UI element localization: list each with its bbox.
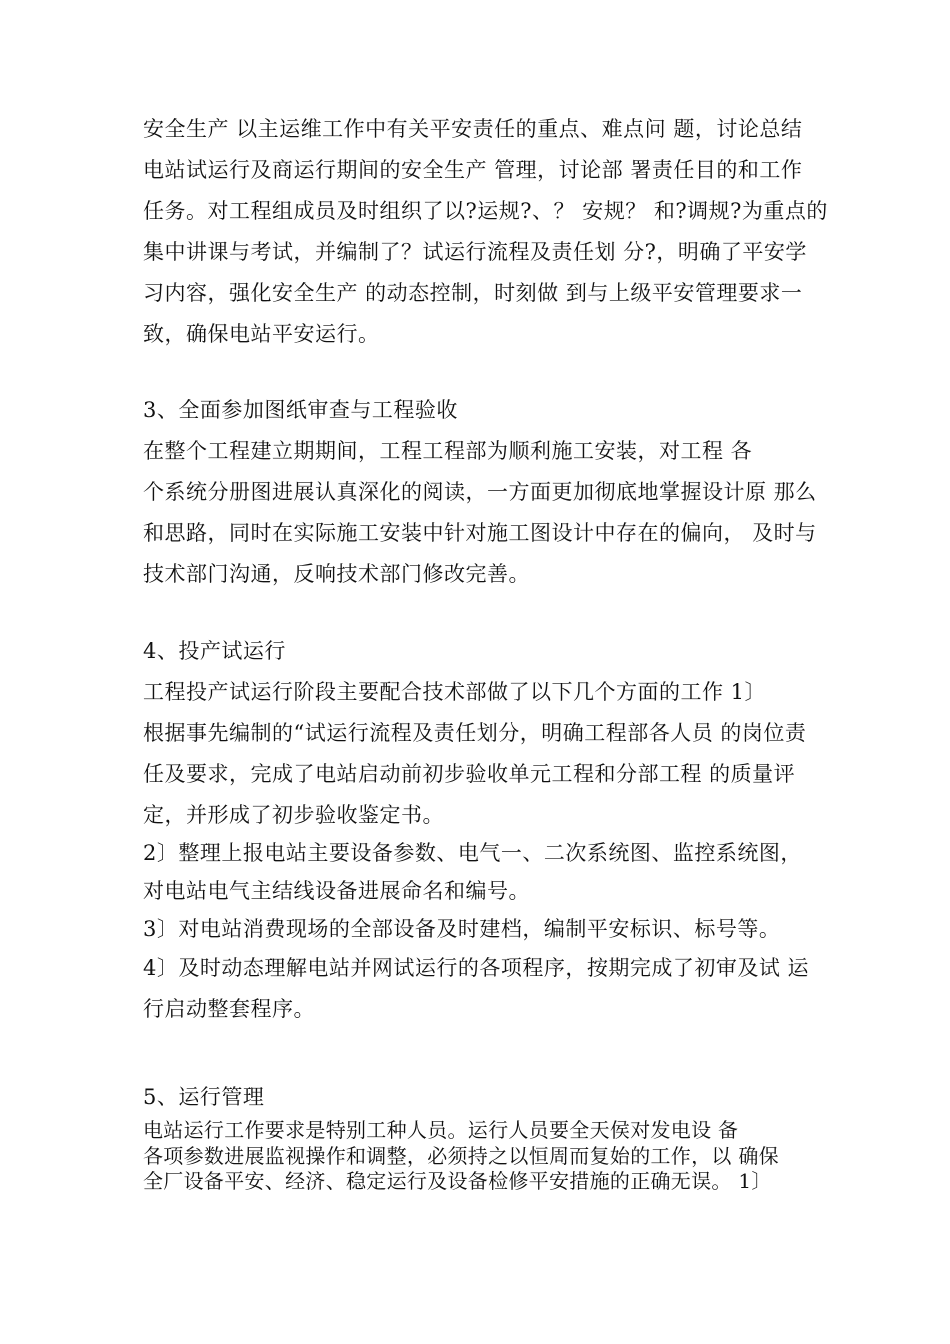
section-4-line-8: 4〕及时动态理解电站并网试运行的各项程序，按期完成了初审及试 运	[143, 956, 810, 980]
paragraph-1-line-5: 习内容，强化安全生产 的动态控制，时刻做 到与上级平安管理要求一	[143, 281, 803, 305]
section-4-line-3: 任及要求，完成了电站启动前初步验收单元工程和分部工程 的质量评	[143, 762, 796, 786]
section-5-line-3: 全厂设备平安、经济、稳定运行及设备检修平安措施的正确无误。 1〕	[143, 1169, 772, 1193]
paragraph-1-line-1: 安全生产 以主运维工作中有关平安责任的重点、难点问 题，讨论总结	[143, 117, 803, 141]
section-4-line-9: 行启动整套程序。	[143, 997, 315, 1021]
section-4-line-6: 对电站电气主结线设备进展命名和编号。	[143, 879, 530, 903]
section-4-heading: 4、投产试运行	[143, 639, 286, 663]
section-4-line-4: 定，并形成了初步验收鉴定书。	[143, 803, 444, 827]
paragraph-1-line-4: 集中讲课与考试，并编制了？试运行流程及责任划 分?，明确了平安学	[143, 240, 807, 264]
section-3-line-4: 技术部门沟通，反响技术部门修改完善。	[143, 562, 530, 586]
section-3-line-2: 个系统分册图进展认真深化的阅读，一方面更加彻底地掌握设计原 那么	[143, 480, 817, 504]
section-4-line-1: 工程投产试运行阶段主要配合技术部做了以下几个方面的工作 1〕	[143, 680, 767, 704]
section-4-line-7: 3〕对电站消费现场的全部设备及时建档，编制平安标识、标号等。	[143, 917, 781, 941]
section-5-line-2: 各项参数进展监视操作和调整，必须持之以恒周而复始的工作，以 确保	[143, 1144, 779, 1168]
section-3-line-3: 和思路，同时在实际施工安装中针对施工图设计中存在的偏向， 及时与	[143, 521, 817, 545]
section-5-line-1: 电站运行工作要求是特别工种人员。运行人员要全天侯对发电设 备	[143, 1118, 739, 1142]
section-4-line-2: 根据事先编制的“试运行流程及责任划分，明确工程部各人员 的岗位责	[143, 721, 807, 745]
section-3-line-1: 在整个工程建立期期间，工程工程部为顺利施工安装，对工程 各	[143, 439, 753, 463]
section-3-heading: 3、全面参加图纸审查与工程验收	[143, 398, 458, 422]
paragraph-1-line-6: 致，确保电站平安运行。	[143, 322, 380, 346]
section-5-heading: 5、运行管理	[143, 1085, 265, 1109]
paragraph-1-line-3: 任务。对工程组成员及时组织了以?运规?、？ 安规？ 和?调规?为重点的	[143, 199, 828, 223]
section-4-line-5: 2〕整理上报电站主要设备参数、电气一、二次系统图、监控系统图，	[143, 841, 802, 865]
paragraph-1-line-2: 电站试运行及商运行期间的安全生产 管理，讨论部 署责任目的和工作	[143, 158, 803, 182]
